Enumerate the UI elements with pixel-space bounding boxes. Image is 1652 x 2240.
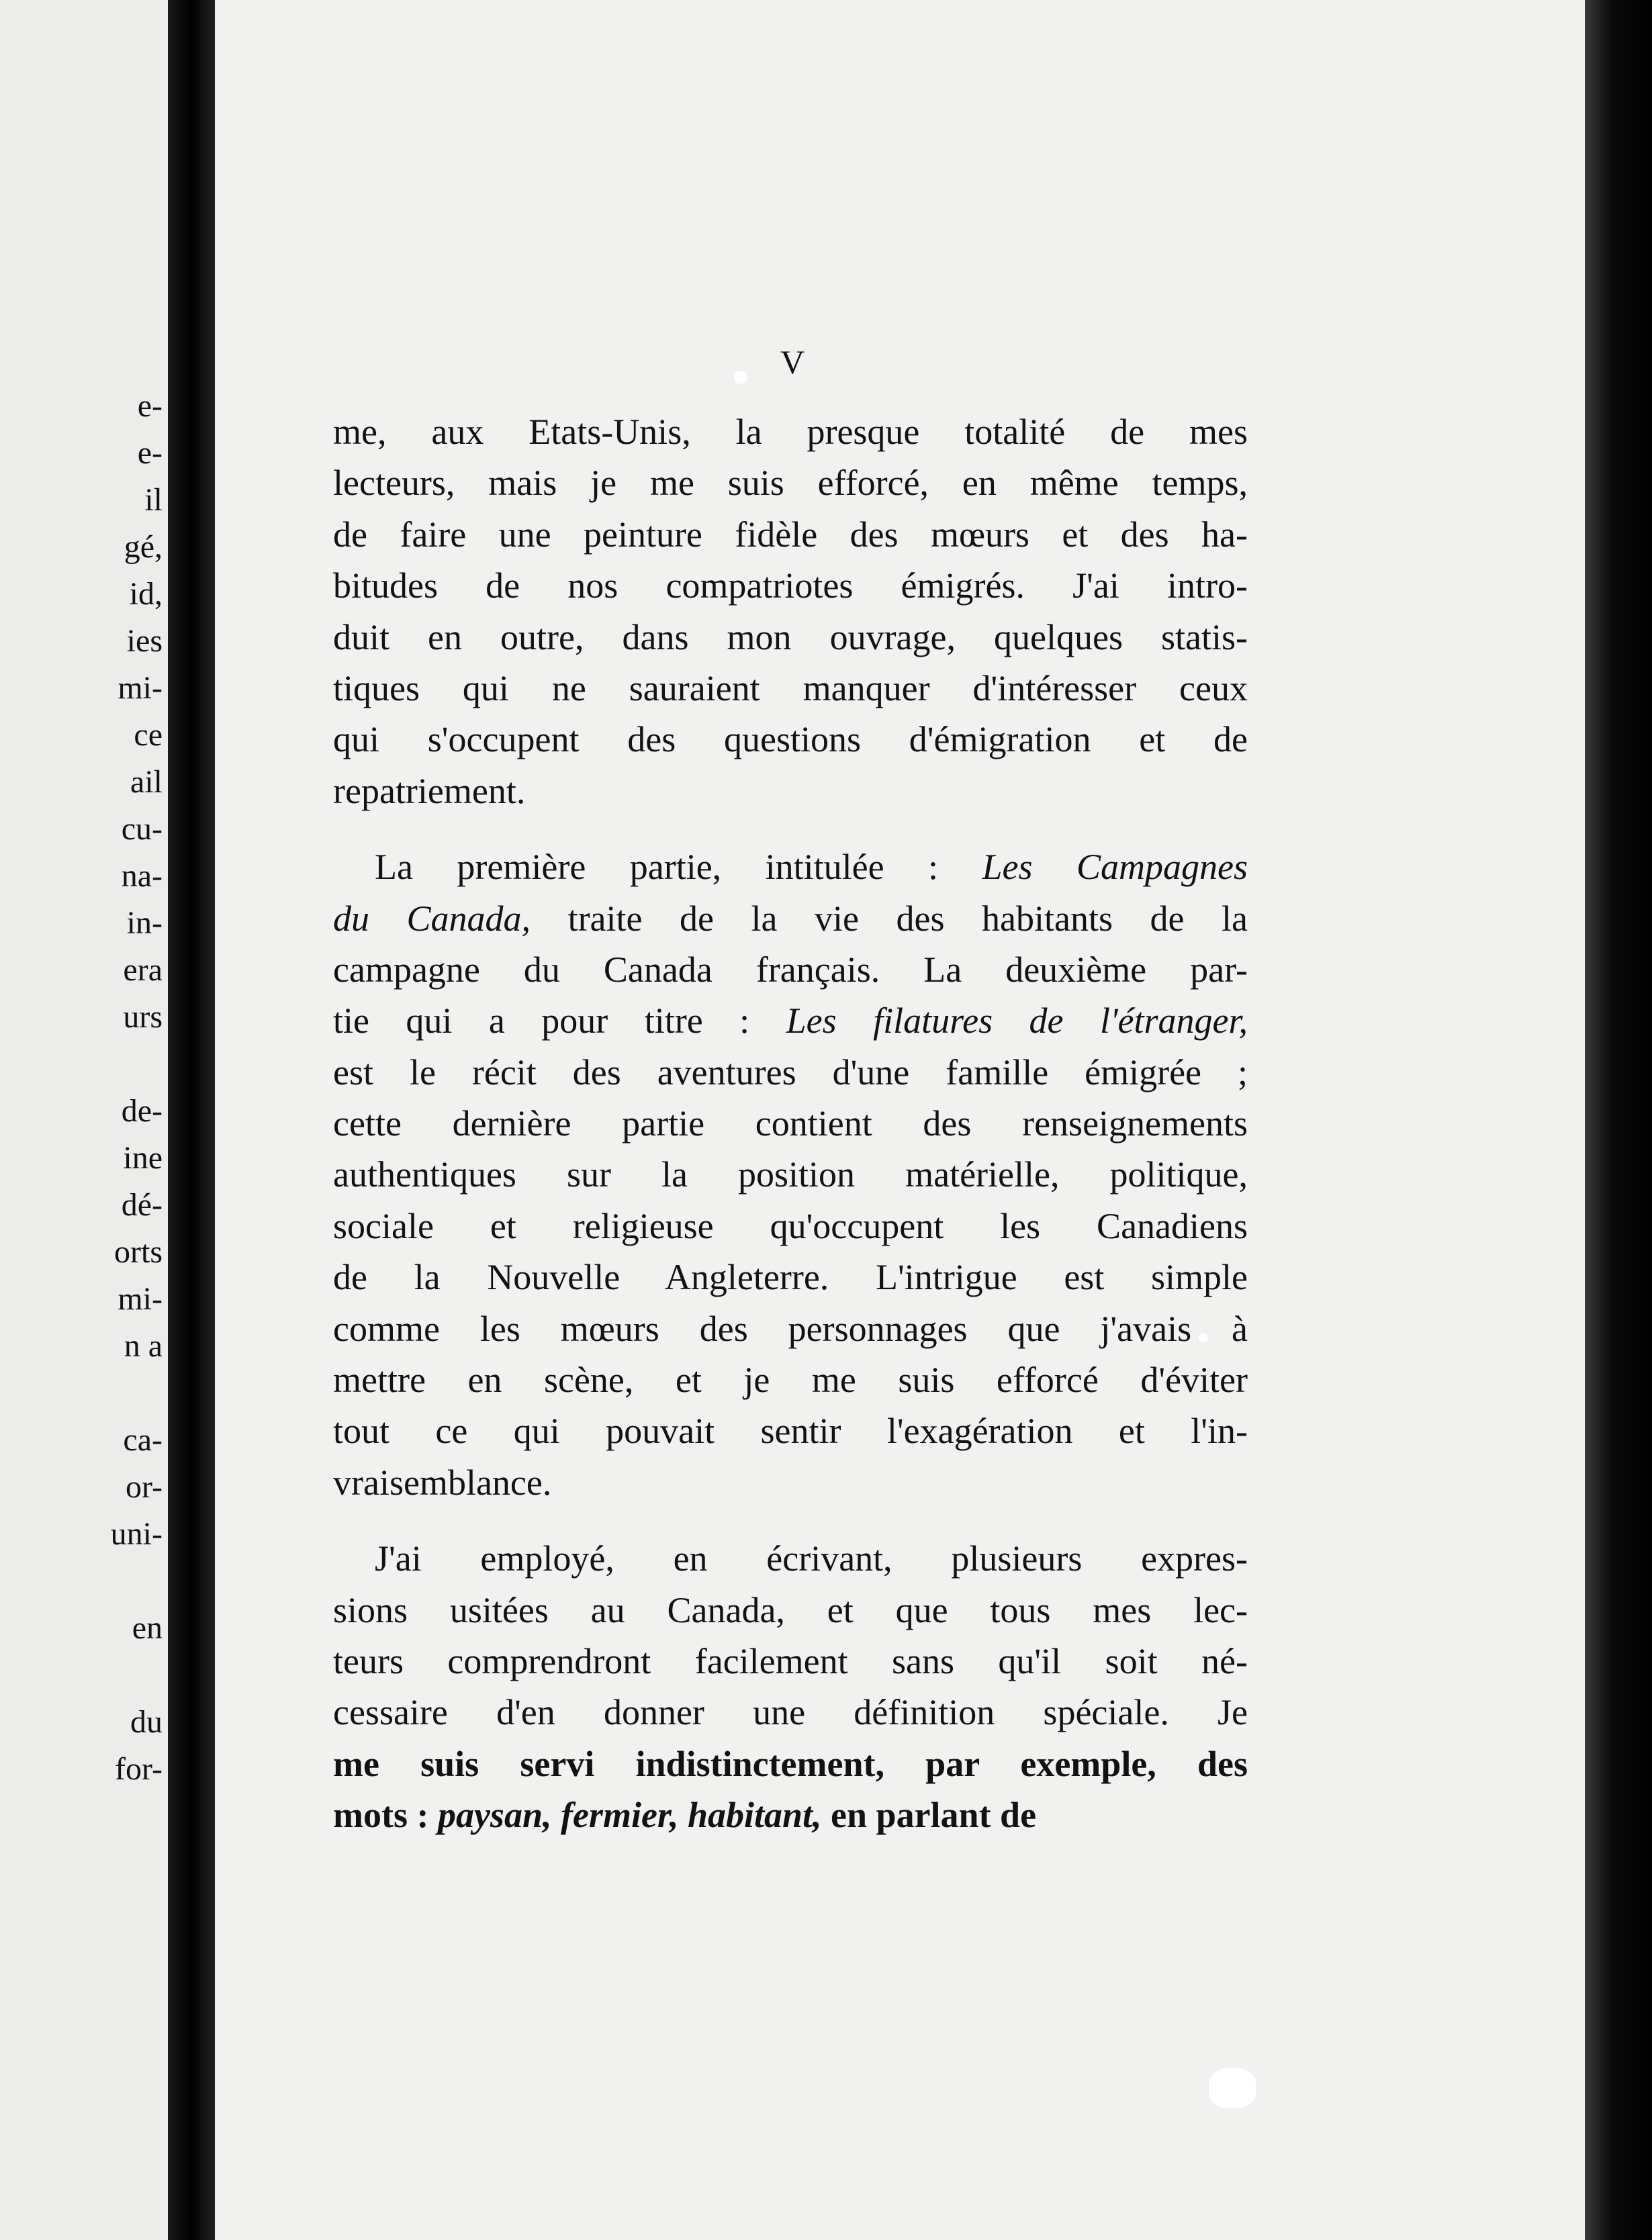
facing-page-fragment: ies <box>126 623 163 659</box>
text-line <box>333 1201 1248 1252</box>
facing-page-fragment: or- <box>125 1469 163 1505</box>
facing-page-fragment: id, <box>129 576 163 612</box>
text-line <box>333 714 1248 765</box>
text-line <box>333 1789 1248 1840</box>
text-run: mots : <box>333 1795 438 1836</box>
text-run: de faire une peinture fidèle des mœurs et des ha- <box>333 514 1248 555</box>
text-run: qui s'occupent des questions d'émigration et de <box>333 719 1248 760</box>
text-line <box>333 1636 1248 1687</box>
text-run: repatriement. <box>333 770 526 811</box>
facing-page-edge <box>0 0 168 2240</box>
text-line <box>333 612 1248 663</box>
text-line <box>333 1585 1248 1636</box>
facing-page-fragment: ce <box>134 717 163 753</box>
text-run: mettre en scène, et je me suis efforcé d'éviter <box>333 1360 1248 1401</box>
text-run: bitudes de nos compatriotes émigrés. J'ai intro- <box>333 565 1248 606</box>
text-run: cette dernière partie contient des renseignements <box>333 1103 1248 1144</box>
facing-page-fragment: il <box>144 482 163 518</box>
facing-page-fragment: for- <box>115 1751 163 1787</box>
text-line <box>333 995 1248 1046</box>
facing-page-fragment <box>0 1370 168 1417</box>
text-line <box>333 1303 1248 1354</box>
text-run: est le récit des aventures d'une famille émigrée ; <box>333 1052 1248 1092</box>
text-line <box>333 1533 1248 1584</box>
text-line <box>333 1405 1248 1456</box>
facing-page-fragment: en <box>132 1610 163 1646</box>
facing-page-fragment: cu- <box>121 811 163 847</box>
text-line <box>333 765 1248 816</box>
text-run: comme les mœurs des personnages que j'avais à <box>333 1308 1248 1349</box>
text-run: sions usitées au Canada, et que tous mes lec- <box>333 1589 1248 1630</box>
text-run: traite de la vie des habitants de la <box>531 898 1248 939</box>
text-line <box>333 1354 1248 1405</box>
italic-text: Les Campagnes <box>982 847 1248 888</box>
facing-page-fragment: du <box>130 1704 163 1740</box>
text-run: me suis servi indistinctement, par exemple, des <box>333 1743 1248 1784</box>
facing-page-fragment: uni- <box>110 1516 163 1552</box>
facing-page-fragment <box>0 1558 168 1605</box>
facing-page-fragment: e- <box>137 388 163 424</box>
italic-text: Les filatures de l'étranger, <box>786 1000 1248 1041</box>
paragraph <box>333 406 1248 816</box>
text-line <box>333 1252 1248 1303</box>
facing-page-fragment <box>0 1041 168 1088</box>
text-run: authentiques sur la position matérielle, politique, <box>333 1154 1248 1195</box>
text-run: tiques qui ne sauraient manquer d'intéresser ceux <box>333 667 1248 708</box>
text-line <box>333 893 1248 944</box>
text-line <box>333 1457 1248 1508</box>
text-run: cessaire d'en donner une définition spéciale. Je <box>333 1692 1248 1733</box>
text-run: duit en outre, dans mon ouvrage, quelques statis- <box>333 616 1248 657</box>
facing-page-text-fragments <box>0 383 168 1793</box>
facing-page-fragment: mi- <box>118 1281 163 1317</box>
text-run: sociale et religieuse qu'occupent les Canadiens <box>333 1205 1248 1246</box>
paragraph <box>333 841 1248 1508</box>
facing-page-fragment: mi- <box>118 670 163 706</box>
facing-page-fragment: ail <box>130 764 163 800</box>
text-run: teurs comprendront facilement sans qu'il soit né- <box>333 1640 1248 1681</box>
text-run: vraisemblance. <box>333 1462 552 1503</box>
text-run: tie qui a pour titre : <box>333 1000 786 1041</box>
text-line <box>333 560 1248 611</box>
text-run: La première partie, intitulée : <box>375 847 982 888</box>
scan-speck <box>1209 2068 1256 2108</box>
text-run: J'ai employé, en écrivant, plusieurs expres- <box>375 1538 1248 1579</box>
facing-page-fragment: de- <box>121 1093 163 1129</box>
paragraph <box>333 1533 1248 1840</box>
paragraph-gap <box>333 1508 1248 1533</box>
facing-page-fragment: e- <box>137 435 163 471</box>
text-run: me, aux Etats-Unis, la presque totalité de mes <box>333 412 1248 452</box>
italic-text: paysan, fermier, habitant, <box>437 1795 822 1836</box>
facing-page-fragment: orts <box>114 1234 163 1270</box>
text-line <box>333 509 1248 560</box>
book-gutter <box>168 0 215 2240</box>
facing-page-fragment: n a <box>124 1328 163 1364</box>
page-right-edge <box>1585 0 1652 2240</box>
facing-page-fragment <box>0 1652 168 1699</box>
text-line <box>333 1149 1248 1200</box>
text-line <box>333 1098 1248 1149</box>
text-line <box>333 406 1248 457</box>
facing-page-fragment: era <box>123 952 163 988</box>
paragraph-gap <box>333 816 1248 841</box>
facing-page-fragment: urs <box>123 999 163 1035</box>
page-number: V <box>780 343 805 381</box>
text-line <box>333 457 1248 508</box>
text-line <box>333 841 1248 892</box>
text-line <box>333 944 1248 995</box>
text-run: de la Nouvelle Angleterre. L'intrigue est simple <box>333 1257 1248 1298</box>
facing-page-fragment: ca- <box>123 1422 163 1458</box>
facing-page-fragment: gé, <box>124 529 163 565</box>
text-line <box>333 1687 1248 1738</box>
text-run: lecteurs, mais je me suis efforcé, en même temps, <box>333 463 1248 504</box>
text-line <box>333 1738 1248 1789</box>
facing-page-fragment: dé- <box>121 1187 163 1223</box>
italic-text: du Canada, <box>333 898 531 939</box>
page-body-text <box>333 406 1248 1841</box>
text-run: en parlant de <box>821 1795 1037 1836</box>
text-run: tout ce qui pouvait sentir l'exagération et l'in- <box>333 1411 1248 1452</box>
facing-page-fragment: ine <box>123 1140 163 1176</box>
text-run: campagne du Canada français. La deuxième par- <box>333 949 1248 990</box>
facing-page-fragment: in- <box>126 905 163 941</box>
text-line <box>333 1047 1248 1098</box>
facing-page-fragment: na- <box>121 858 163 894</box>
text-line <box>333 663 1248 714</box>
scan-speck <box>734 371 747 384</box>
